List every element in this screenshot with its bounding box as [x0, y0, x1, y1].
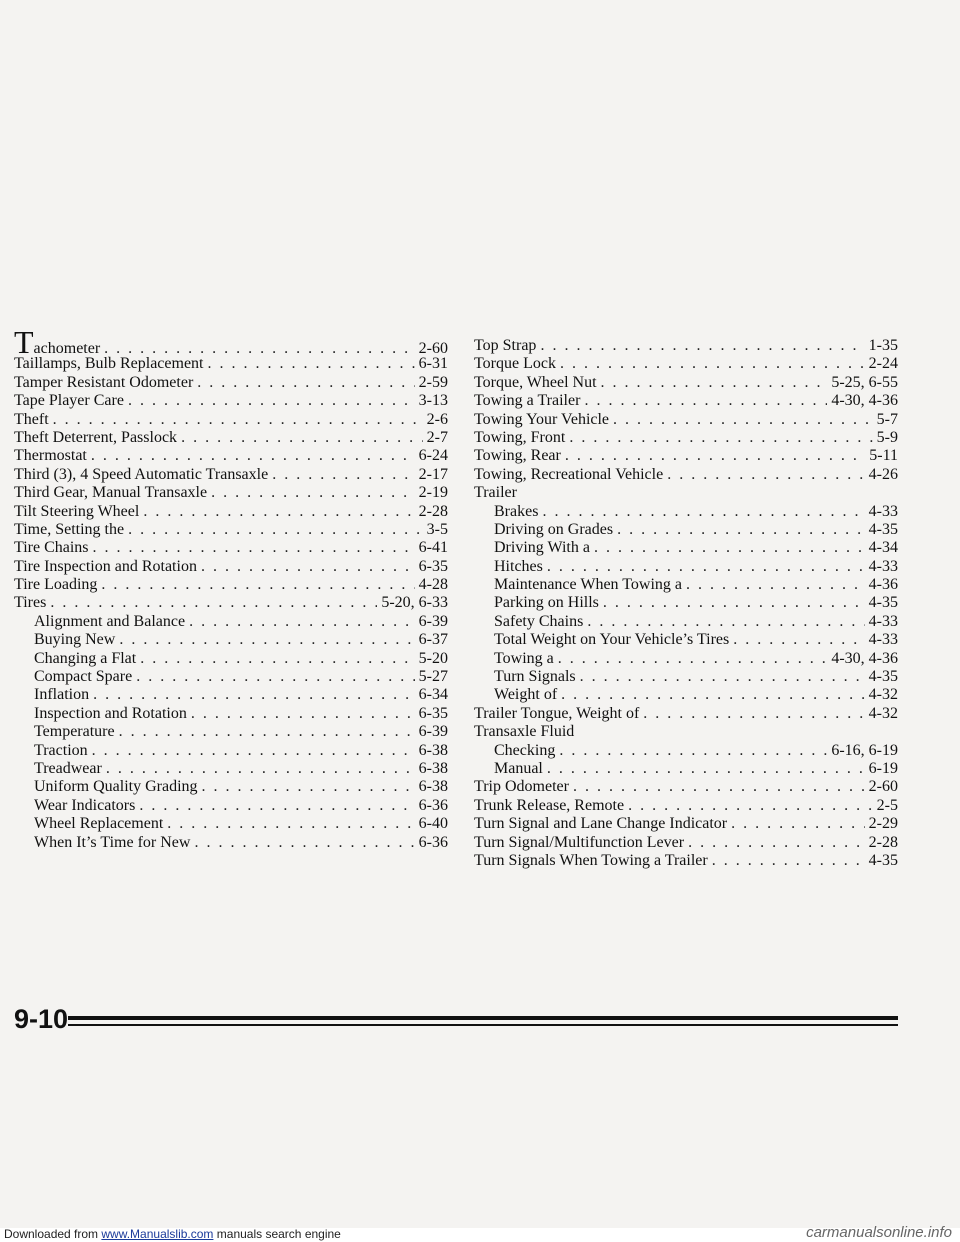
dot-leader [50, 594, 377, 612]
page-reference: 6-24 [418, 447, 448, 465]
entry-label: Parking on Hills [494, 594, 599, 612]
footer-rule [68, 1016, 898, 1020]
page-reference: 3-13 [418, 392, 448, 410]
dot-leader [547, 760, 865, 778]
entry-label: Wear Indicators [34, 796, 136, 814]
entry-label: Towing Your Vehicle [474, 410, 610, 428]
index-subentry [14, 760, 448, 778]
entry-label: Wheel Replacement [34, 815, 164, 833]
dot-leader [211, 484, 415, 502]
dot-leader [594, 539, 865, 557]
dot-leader [93, 686, 415, 704]
page-reference: 5-9 [876, 428, 898, 446]
page-reference: 6-35 [418, 704, 448, 722]
page-reference: 6-38 [418, 778, 448, 796]
entry-label: Turn Signal and Lane Change Indicator [474, 815, 728, 833]
page-reference: 4-35 [868, 668, 898, 686]
page-reference: 4-30, 4-36 [831, 392, 898, 410]
entry-label: Third (3), 4 Speed Automatic Transaxle [14, 465, 269, 483]
entry-label: Taillamps, Bulb Replacement [14, 355, 204, 373]
page-reference: 4-36 [868, 576, 898, 594]
entry-label: Tape Player Care [14, 392, 124, 410]
dot-leader [197, 374, 414, 392]
page-reference: 4-34 [868, 539, 898, 557]
dot-leader [565, 447, 865, 465]
page-reference: 2-60 [418, 340, 448, 357]
index-entry [474, 392, 898, 410]
dot-leader [573, 778, 865, 796]
dot-leader [667, 466, 864, 484]
dot-leader [128, 392, 415, 410]
index-entry [474, 466, 898, 484]
page-reference: 2-60 [868, 778, 898, 796]
index-entry [474, 778, 898, 796]
index-entry [14, 324, 448, 360]
dot-leader [91, 447, 415, 465]
index-entry [474, 429, 898, 447]
entry-label: Trailer Tongue, Weight of [474, 704, 640, 722]
dot-leader [733, 631, 864, 649]
index-entry [14, 355, 448, 373]
dot-leader [128, 521, 423, 539]
dot-leader [688, 834, 865, 852]
entry-label: Tire Loading [14, 576, 98, 594]
entry-label: Towing, Front [474, 428, 566, 446]
index-entry [474, 834, 898, 852]
page-reference: 6-36 [418, 796, 448, 814]
page-reference: 6-34 [418, 686, 448, 704]
entry-label: Maintenance When Towing a [494, 576, 683, 594]
entry-label: Alignment and Balance [34, 612, 186, 630]
index-entry [14, 558, 448, 576]
entry-label: Tilt Steering Wheel [14, 502, 140, 520]
dot-leader [201, 558, 415, 576]
dot-leader [194, 834, 414, 852]
download-notice [4, 1227, 341, 1241]
page-reference: 6-39 [418, 612, 448, 630]
index-entry [14, 392, 448, 410]
index-entry [14, 411, 448, 429]
entry-label: Towing, Recreational Vehicle [474, 465, 664, 483]
page-reference: 6-41 [418, 539, 448, 557]
index-entry [474, 411, 898, 429]
index-entry [474, 705, 898, 723]
index-subentry [474, 558, 898, 576]
index-entry [474, 337, 898, 355]
page-reference: 4-33 [868, 557, 898, 575]
page-reference: 5-27 [418, 668, 448, 686]
index-column-right [474, 337, 898, 870]
index-subentry [14, 742, 448, 760]
index-subentry [474, 594, 898, 612]
dot-leader [202, 778, 415, 796]
entry-label: Uniform Quality Grading [34, 778, 198, 796]
page-reference: 5-7 [876, 410, 898, 428]
index-entry [474, 355, 898, 373]
page-reference: 6-31 [418, 355, 448, 373]
page-reference: 3-5 [426, 520, 448, 538]
page-reference: 5-20, 6-33 [381, 594, 448, 612]
dot-leader [208, 355, 415, 373]
page-reference: 2-28 [868, 833, 898, 851]
dot-leader [617, 521, 865, 539]
index-entry [474, 447, 898, 465]
dot-leader [686, 576, 865, 594]
dot-leader [119, 723, 415, 741]
page-reference: 4-33 [868, 612, 898, 630]
manualslib-link[interactable]: www.Manualslib.com [101, 1227, 214, 1241]
entry-label-rest: achometer [33, 340, 101, 357]
dot-leader [140, 650, 414, 668]
dot-leader [167, 815, 414, 833]
entry-label: Brakes [494, 502, 539, 520]
page-reference: 2-17 [418, 465, 448, 483]
entry-label: Temperature [34, 723, 115, 741]
entry-label: Driving With a [494, 539, 590, 557]
entry-label: Theft [14, 410, 49, 428]
download-suffix: manuals search engine [213, 1227, 341, 1241]
watermark: carmanualsonline.info [806, 1224, 952, 1241]
dot-leader [613, 411, 873, 429]
page-reference: 6-16, 6-19 [831, 741, 898, 759]
dot-leader [540, 337, 864, 355]
index-subentry [14, 705, 448, 723]
page-reference: 4-28 [418, 576, 448, 594]
page-reference: 2-59 [418, 373, 448, 391]
page-reference: 6-37 [418, 631, 448, 649]
dot-leader [106, 760, 415, 778]
entry-label: Tire Inspection and Rotation [14, 557, 197, 575]
page-reference: 4-33 [868, 502, 898, 520]
dot-leader [558, 650, 828, 668]
page-reference: 6-19 [868, 759, 898, 777]
index-subentry [14, 650, 448, 668]
index-entry [14, 576, 448, 594]
page-reference: 2-7 [426, 428, 448, 446]
entry-label: Inspection and Rotation [34, 704, 187, 722]
dot-leader [93, 539, 415, 557]
dot-leader [601, 374, 828, 392]
index-subentry [14, 797, 448, 815]
index-subentry [474, 686, 898, 704]
entry-label: Trip Odometer [474, 778, 569, 796]
index-entry [474, 374, 898, 392]
index-entry [14, 374, 448, 392]
dot-leader [561, 686, 865, 704]
entry-label: Hitches [494, 557, 543, 575]
entry-label: Treadwear [34, 759, 102, 777]
index-entry [14, 539, 448, 557]
entry-label: Weight of [494, 686, 558, 704]
index-entry [14, 447, 448, 465]
entry-label: Tires [14, 594, 47, 612]
footer-rule-thin [68, 1024, 898, 1026]
dot-leader [542, 503, 864, 521]
index-entry [474, 852, 898, 870]
index-heading-transaxle-fluid: Transaxle Fluid [474, 723, 575, 741]
page-number: 9-10 [14, 1004, 69, 1034]
page-reference: 6-39 [418, 723, 448, 741]
entry-label: Inflation [34, 686, 90, 704]
index-entry [14, 521, 448, 539]
page-reference: 2-6 [426, 410, 448, 428]
page-reference: 4-30, 4-36 [831, 649, 898, 667]
page-reference: 6-36 [418, 833, 448, 851]
page-reference: 6-38 [418, 741, 448, 759]
index-subentry [14, 613, 448, 631]
entry-label: Theft Deterrent, Passlock [14, 428, 178, 446]
index-subentry [474, 668, 898, 686]
entry-label: Turn Signals [494, 668, 576, 686]
entry-label: Total Weight on Your Vehicle’s Tires [494, 631, 730, 649]
index-entry [14, 466, 448, 484]
page-reference: 5-25, 6-55 [831, 373, 898, 391]
page-reference: 2-28 [418, 502, 448, 520]
dot-leader [603, 594, 865, 612]
index-entry [14, 503, 448, 521]
index-subentry [474, 760, 898, 778]
index-subentry [474, 576, 898, 594]
index-entry [14, 429, 448, 447]
page-reference: 1-35 [868, 337, 898, 354]
download-prefix: Downloaded from [4, 1227, 102, 1241]
dot-leader [569, 429, 872, 447]
entry-label: When It’s Time for New [34, 833, 191, 851]
entry-label: Trunk Release, Remote [474, 796, 625, 814]
page-reference: 4-35 [868, 851, 898, 869]
entry-label: Time, Setting the [14, 520, 125, 538]
page-reference: 5-20 [418, 649, 448, 667]
index-subentry [474, 521, 898, 539]
page-reference: 2-19 [418, 484, 448, 502]
entry-label: Towing a Trailer [474, 392, 581, 410]
page-reference: 6-38 [418, 759, 448, 777]
index-subentry [474, 613, 898, 631]
index-subentry [474, 742, 898, 760]
entry-label: Tire Chains [14, 539, 89, 557]
dot-leader [547, 558, 865, 576]
dot-leader [587, 613, 864, 631]
page-reference: 2-5 [876, 796, 898, 814]
dot-leader [712, 852, 865, 870]
dot-leader [189, 613, 415, 631]
index-subentry [14, 631, 448, 649]
page-reference: 4-35 [868, 594, 898, 612]
dot-leader [136, 668, 414, 686]
page-reference: 5-11 [869, 447, 898, 465]
index-column-left [14, 324, 448, 852]
entry-label: Tamper Resistant Odometer [14, 373, 194, 391]
dot-leader [143, 503, 414, 521]
dot-leader [181, 429, 423, 447]
entry-label: Turn Signal/Multifunction Lever [474, 833, 685, 851]
dot-leader [92, 742, 415, 760]
page-reference: 2-29 [868, 815, 898, 833]
dot-leader [139, 797, 414, 815]
entry-label: Towing a [494, 649, 554, 667]
entry-label: Towing, Rear [474, 447, 561, 465]
dot-leader [559, 742, 827, 760]
entry-label: Checking [494, 741, 556, 759]
page-reference: 4-26 [868, 465, 898, 483]
entry-label: Third Gear, Manual Transaxle [14, 484, 208, 502]
entry-label: Torque, Wheel Nut [474, 373, 597, 391]
entry-label: Driving on Grades [494, 520, 614, 538]
index-subentry [14, 723, 448, 741]
page-reference: 4-32 [868, 686, 898, 704]
index-heading-trailer: Trailer [474, 484, 517, 502]
index-subentry [14, 778, 448, 796]
dot-leader [731, 815, 865, 833]
drop-cap: T [14, 324, 34, 360]
dot-leader [272, 466, 414, 484]
index-subentry [474, 650, 898, 668]
index-subentry [14, 815, 448, 833]
dot-leader [119, 631, 414, 649]
page-reference: 4-35 [868, 520, 898, 538]
index-subentry [14, 668, 448, 686]
dot-leader [560, 355, 865, 373]
entry-label: Turn Signals When Towing a Trailer [474, 851, 708, 869]
entry-label: Safety Chains [494, 612, 584, 630]
dot-leader [101, 576, 414, 594]
entry-label: Traction [34, 741, 88, 759]
index-subentry [474, 539, 898, 557]
page-reference: 4-33 [868, 631, 898, 649]
dot-leader [53, 411, 423, 429]
page-reference: 6-40 [418, 815, 448, 833]
index-subentry [14, 834, 448, 852]
entry-label: Top Strap [474, 337, 537, 354]
page-reference: 4-32 [868, 704, 898, 722]
dot-leader [628, 797, 873, 815]
index-entry [474, 815, 898, 833]
dot-leader [191, 705, 415, 723]
dot-leader [643, 705, 864, 723]
entry-label: Compact Spare [34, 668, 133, 686]
dot-leader [580, 668, 865, 686]
entry-label: Buying New [34, 631, 116, 649]
index-entry [14, 484, 448, 502]
index-subentry [474, 503, 898, 521]
index-subentry [14, 686, 448, 704]
entry-label: Manual [494, 759, 543, 777]
index-entry [14, 594, 448, 612]
entry-label: Thermostat [14, 447, 87, 465]
index-subentry [474, 631, 898, 649]
entry-label: Changing a Flat [34, 649, 137, 667]
dot-leader [584, 392, 827, 410]
page-reference: 6-35 [418, 557, 448, 575]
page-reference: 2-24 [868, 355, 898, 373]
entry-label: Torque Lock [474, 355, 556, 373]
index-entry [474, 797, 898, 815]
